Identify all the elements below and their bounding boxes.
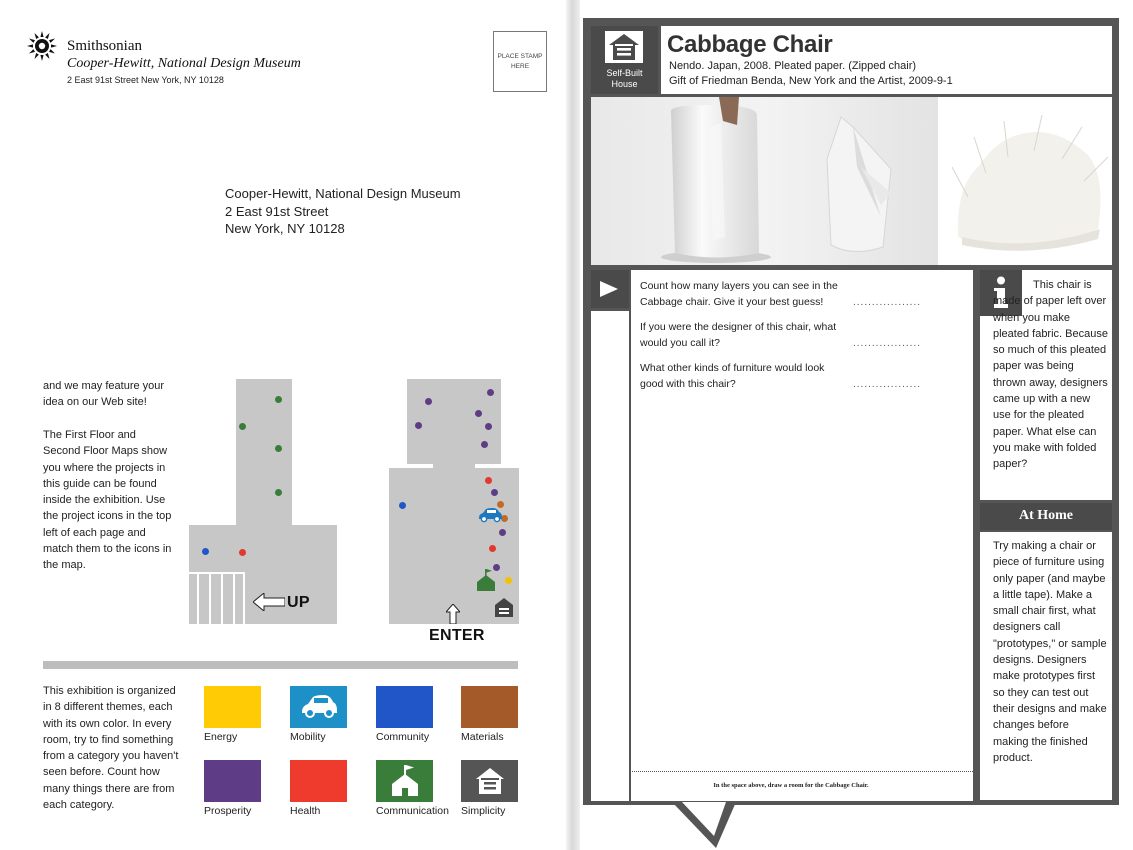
intro-text: and we may feature your idea on our Web site! [43,380,165,409]
answer-blank[interactable]: .................. [853,297,922,308]
theme-label: Prosperity [204,805,252,817]
map-marker [481,441,488,448]
theme-label: Materials [461,731,504,743]
tab-label-2: House [611,79,638,89]
drawing-caption: In the space above, draw a room for the Cabbage Chair. [713,782,869,789]
car-icon [299,694,339,720]
map-marker [485,477,492,484]
map-marker [491,489,498,496]
page-fold [566,0,580,850]
self-built-house-icon [475,766,505,796]
themes-text: This exhibition is organized in 8 different themes, each with its own color. In every room, try to find something from a category you haven't seen before. Count how many things there are from each category. [43,685,179,812]
map-stairs [189,572,245,624]
section-divider [43,661,518,669]
first-floor-map [189,379,337,624]
at-home-title: At Home [1018,508,1074,523]
map-marker [275,445,282,452]
project-tab [591,26,658,94]
enter-label: ENTER [429,627,485,644]
chair-photo-1 [591,97,938,265]
drawing-divider [609,771,973,772]
theme-label: Communication [376,805,449,817]
mailing-address-line3: New York, NY 10128 [225,221,345,236]
theme-label: Energy [204,731,238,743]
stamp-label: PLACE STAMP HERE [497,53,543,70]
map-marker [499,529,506,536]
theme-swatch-materials [461,686,518,728]
brand-address: 2 East 91st Street New York, NY 10128 [67,75,224,85]
question-1: Count how many layers you can see in the Cabbage chair. Give it your best guess! [640,280,838,308]
play-tab [591,270,629,308]
theme-swatch-health [290,760,347,802]
mailing-address-line2: 2 East 91st Street [225,204,329,219]
map-marker [275,396,282,403]
at-home-text: Try making a chair or piece of furniture using only paper (and maybe a little tape). Make a small chair first, what designers call "prototypes," or sample designs. Designers make prototypes first so they can test out their designs and make changes before making the finished product. [993,540,1107,764]
brand-name: Smithsonian [67,38,143,54]
answer-blank[interactable]: .................. [853,379,922,390]
schoolhouse-icon [390,764,420,798]
credit-line-1: Nendo. Japan, 2008. Pleated paper. (Zipped chair) [669,60,917,72]
mailing-address-line1: Cooper-Hewitt, National Design Museum [225,186,461,201]
map-marker [202,548,209,555]
chair-photo-2 [938,97,1112,265]
theme-label: Community [376,731,430,743]
self-built-house-icon [495,597,513,622]
title-block [661,26,1112,94]
schoolhouse-icon [477,569,495,596]
info-panel [980,270,1112,500]
map-marker [487,389,494,396]
car-icon [477,507,503,528]
theme-label: Mobility [290,731,326,743]
at-home-panel [980,532,1112,800]
theme-swatch-mobility [290,686,347,728]
questions-panel-left-margin [591,311,629,801]
theme-swatch-prosperity [204,760,261,802]
map-marker [505,577,512,584]
info-text: This chair is made of paper left over when you make pleated fabric. Because so much of this pleated paper was being thrown away, designers came up with a new use for the pleated paper. What else can you make with folded paper? [993,279,1108,471]
map-marker [485,423,492,430]
map-corridor [236,379,292,529]
theme-label: Simplicity [461,805,506,817]
up-arrow-icon [253,593,285,616]
map-marker [425,398,432,405]
theme-swatch-simplicity [461,760,518,802]
theme-swatch-community [376,686,433,728]
map-marker [239,549,246,556]
question-3: What other kinds of furniture would look good with this chair? [640,362,825,390]
smithsonian-sunburst-icon [27,31,57,61]
drawing-area[interactable] [631,400,973,772]
question-2: If you were the designer of this chair, what would you call it? [640,321,837,349]
enter-arrow-icon [446,604,460,629]
theme-swatch-communication [376,760,433,802]
questions-panel [631,270,973,801]
page-title: Cabbage Chair [667,31,833,58]
map-marker [475,410,482,417]
theme-swatch-energy [204,686,261,728]
play-icon [599,280,619,303]
stamp-box [493,31,547,92]
self-built-house-icon [604,30,644,69]
up-label: UP [287,594,310,611]
photo-strip [591,97,1112,265]
map-marker [275,489,282,496]
tab-label-1: Self-Built [606,68,643,78]
second-floor-map [389,379,519,624]
speech-tail [672,802,736,850]
theme-label: Health [290,805,321,817]
brand-museum: Cooper-Hewitt, National Design Museum [67,56,301,71]
credit-line-2: Gift of Friedman Benda, New York and the Artist, 2009-9-1 [669,75,953,87]
maps-text: The First Floor and Second Floor Maps show you where the projects in this guide can be found inside the exhibition. Use the project icons in the top left of each page and match them to the icons in the map. [43,429,172,572]
at-home-header [980,503,1112,530]
map-marker [415,422,422,429]
map-marker [399,502,406,509]
map-marker [489,545,496,552]
answer-blank[interactable]: .................. [853,338,922,349]
left-page [0,0,566,850]
map-marker [239,423,246,430]
